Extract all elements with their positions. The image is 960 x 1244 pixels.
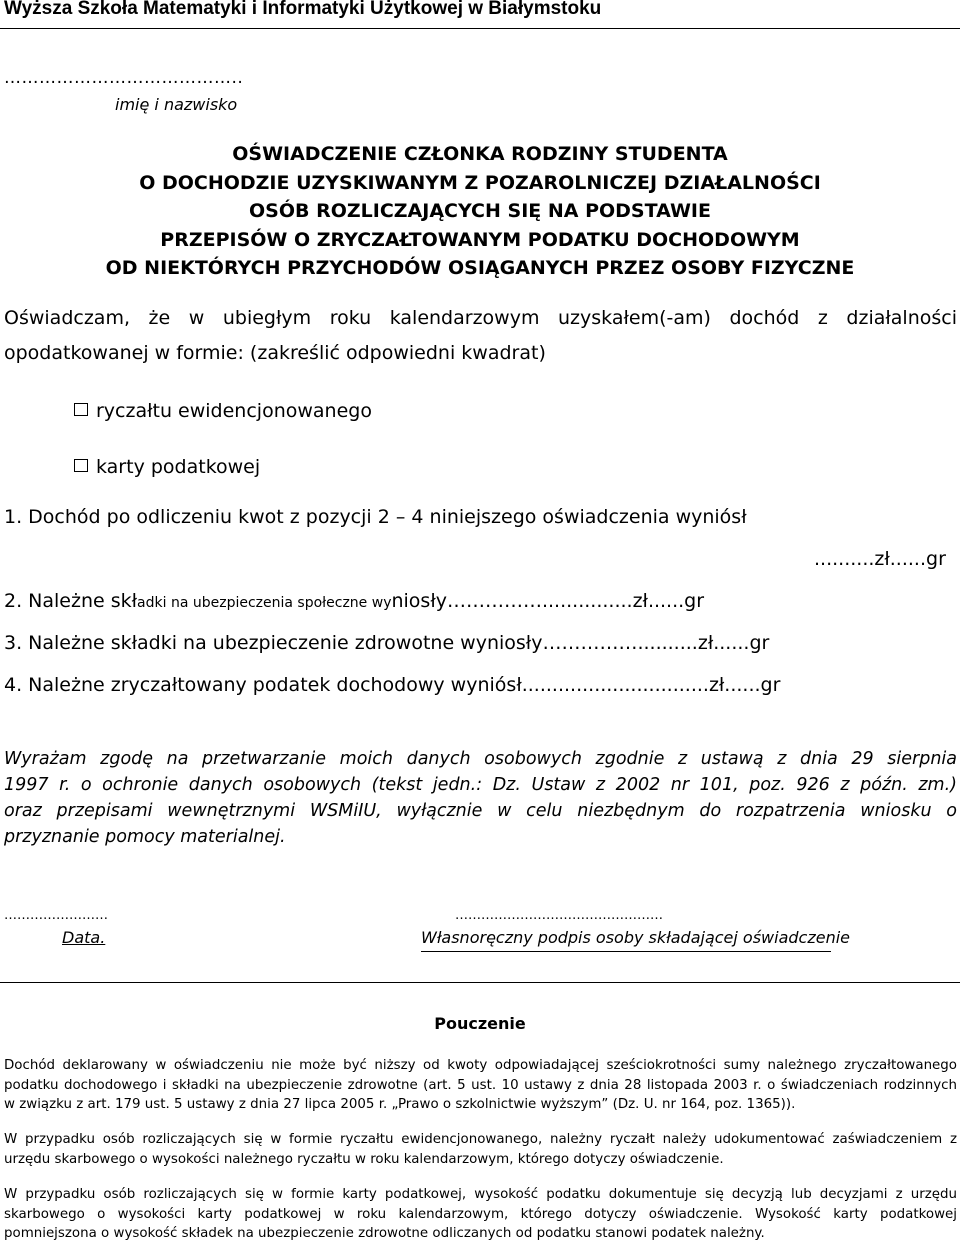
instructions-title: Pouczenie [434,1014,526,1033]
section-divider [0,982,960,983]
consent-line-4: przyznanie pomocy materialnej. [4,827,286,847]
instructions-paragraph-1 [4,1056,957,1115]
title-line-2: O DOCHODZIE UZYSKIWANYM Z POZAROLNICZEJ DZIAŁALNOŚCI [139,171,821,194]
option-lump-sum[interactable] [74,400,372,422]
header-divider [0,28,960,29]
paragraph-1-line-3: w związku z art. 179 ust. 5 ustawy z dnia 27 lipca 2005 r. „Prawo o szkolnictwie wyższym” (Dz. U. nr 164, poz. 1365)). [4,1097,796,1112]
consent-line-2: 1997 r. o ochronie danych osobowych (tekst jedn.: Dz. Ustaw z 2002 nr 101, poz. 926 z późn. zm.) [4,775,957,795]
option-tax-card-label: karty podatkowej [96,456,261,478]
instructions-paragraph-3 [4,1185,957,1244]
paragraph-1-line-1: Dochód deklarowany w oświadczeniu nie może być niższy od kwoty odpowiadającej sześciokrotności sumy należnego zryczałtowanego [4,1058,957,1073]
title-line-1: OŚWIADCZENIE CZŁONKA RODZINY STUDENTA [232,143,728,165]
declaration-line-1: Oświadczam, że w ubiegłym roku kalendarzowym uzyskałem(-am) dochód z działalności [4,307,957,329]
title-line-3: OSÓB ROZLICZAJĄCYCH SIĘ NA PODSTAWIE [249,200,711,222]
signature-underline [421,951,831,952]
item-4-flat-tax[interactable]: 4. Należne zryczałtowany podatek dochodowy wyniósł...............................zł......gr [4,674,781,696]
date-label: Data. [62,928,106,947]
title-line-4: PRZEPISÓW O ZRYCZAŁTOWANYM PODATKU DOCHODOWYM [160,228,800,251]
consent-line-1: Wyrażam zgodę na przetwarzanie moich danych osobowych zgodnie z ustawą z dnia 29 sierpnia [4,749,957,769]
checkbox-icon[interactable] [74,403,88,416]
paragraph-3-line-2: skarbowego o wysokości karty podatkowej w roku kalendarzowym, którego dotyczy oświadczenie. Wysokość karty podatkowej [4,1206,957,1222]
instructions-paragraph-2 [4,1130,957,1169]
paragraph-2-line-2: urzędu skarbowego o wysokości należnego ryczałtu w roku kalendarzowym, którego dotyczy oświadczenie. [4,1151,724,1167]
item-2-part-c[interactable]: niosły……………...............zł......gr [391,590,705,612]
consent-clause [4,746,957,850]
option-lump-sum-label: ryczałtu ewidencjonowanego [96,400,372,422]
item-3-health-insurance[interactable]: 3. Należne składki na ubezpieczenie zdrowotne wyniosły……………..........zł......gr [4,632,770,654]
checkbox-icon[interactable] [74,459,88,472]
declaration-text [4,307,957,364]
paragraph-3-line-1: W przypadku osób rozliczających się w formie karty podatkowej, wysokość podatku dokumentuje się decyzją lub decyzjami z urzędu [4,1187,957,1202]
item-2-social-insurance [4,590,704,612]
name-field-label: imię i nazwisko [115,95,238,114]
item-2-part-a: 2. Należne skł [4,590,138,612]
document-title [0,140,960,283]
consent-line-3: oraz przepisami wewnętrznymi WSMiIU, wyłącznie w celu niezbędnym do rozpatrzenia wniosku o [4,801,957,821]
item-1-income: 1. Dochód po odliczeniu kwot z pozycji 2 – 4 niniejszego oświadczenia wyniósł [4,506,747,528]
date-field-dots[interactable]: …………………… [4,908,108,923]
option-tax-card[interactable] [74,456,260,478]
paragraph-3-line-3: pomniejszona o wysokość składek na ubezpieczenie zdrowotne odliczanych od podatku stanowi podatek należny. [4,1226,765,1241]
paragraph-2-line-1: W przypadku osób rozliczających się w formie ryczałtu ewidencjonowanego, należny ryczałt należy udokumentować zaświadczeniem z [4,1132,957,1147]
declaration-line-2: opodatkowanej w formie: (zakreślić odpowiedni kwadrat) [4,342,546,364]
signature-label: Własnoręczny podpis osoby składającej oświadczenie [421,928,851,947]
signature-field-dots[interactable]: ………………………………………… [455,908,663,923]
title-line-5: OD NIEKTÓRYCH PRZYCHODÓW OSIĄGANYCH PRZEZ OSOBY FIZYCZNE [105,257,855,279]
item-1-amount[interactable]: ..........zł......gr [814,548,946,570]
institution-header: Wyższa Szkoła Matematyki i Informatyki Użytkowej w Białymstoku [4,0,602,19]
item-2-part-b: adki na ubezpieczenia społeczne wy [137,595,392,611]
paragraph-1-line-2: podatku dochodowego i składki na ubezpieczenie zdrowotne (art. 5 ust. 10 ustawy z dnia 28 listopada 2003 r. o świadczeniach rodzinnych [4,1077,957,1093]
name-field-dots[interactable]: ………………………………….. [4,68,244,88]
